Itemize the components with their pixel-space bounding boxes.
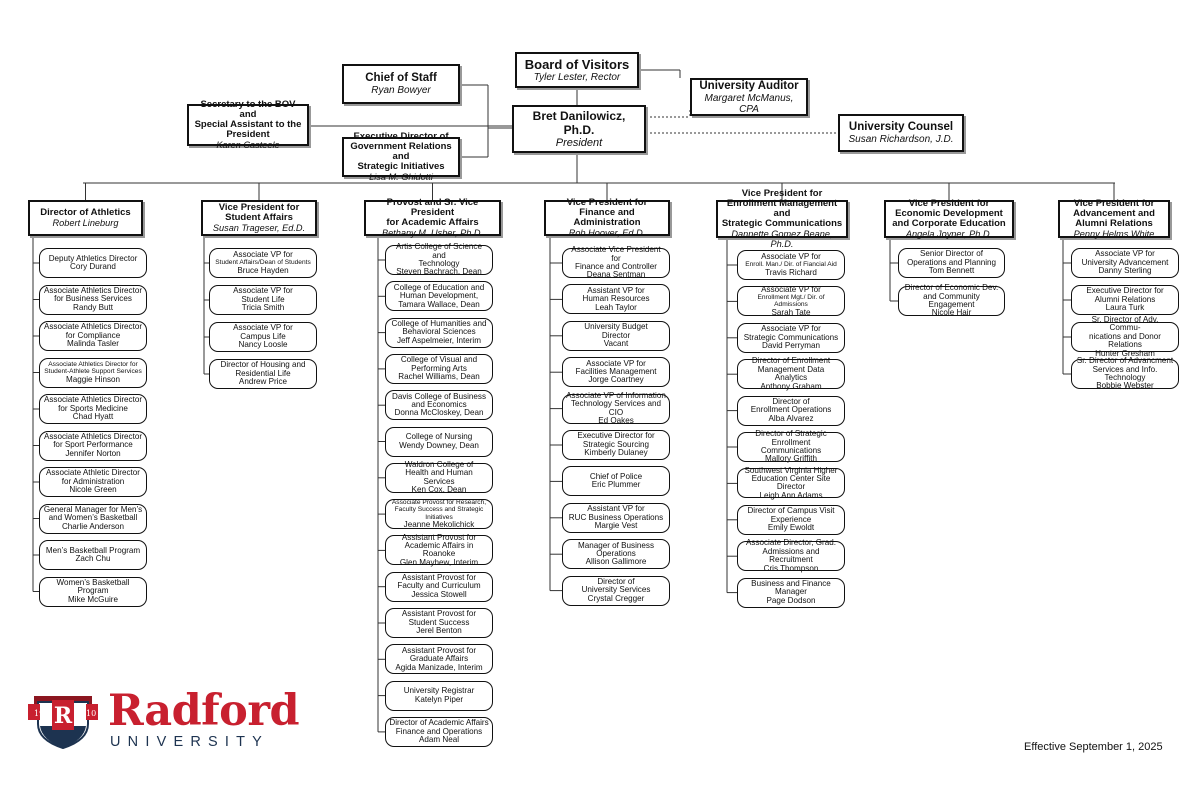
sub-unit-line: Senior Director of <box>920 249 983 259</box>
sub-unit-line: and Women’s Basketball <box>48 513 138 523</box>
dept-4-title: Enrollment Management and <box>726 198 838 219</box>
sub-unit-line: Southwest Virginia Higher <box>744 465 838 475</box>
sub-unit-box <box>385 499 493 529</box>
sub-unit-box <box>385 242 493 277</box>
sub-unit-line: Associate Vice President for <box>571 245 661 263</box>
sub-unit-line: Finance and Operations <box>395 726 483 736</box>
sub-unit-line: for Sports Medicine <box>58 403 128 413</box>
university-auditor <box>690 78 808 116</box>
sub-unit-line: Nicole Green <box>69 485 117 495</box>
president-title: Bret Danilowicz, Ph.D. <box>532 108 626 137</box>
sub-unit-box <box>737 429 845 464</box>
sub-unit-line: Enrollment Communications <box>760 437 822 455</box>
dept-3-title: Vice President for <box>566 197 648 208</box>
sub-unit-line: Residential Life <box>235 368 291 378</box>
sub-unit-line: Ed Oakes <box>598 416 634 425</box>
sub-unit-line: College of Visual and <box>400 355 478 365</box>
sub-unit-line: Tamara Wallace, Dean <box>398 299 480 309</box>
sub-unit-line: Tom Bennett <box>928 266 975 276</box>
sub-unit-line: Finance and Controller <box>575 262 657 271</box>
dept-6-title: Alumni Relations <box>1075 218 1153 229</box>
sub-unit-line: Associate VP for <box>761 324 821 334</box>
sub-unit-line: University Budget <box>584 322 648 332</box>
sub-unit-line: and Economics <box>411 399 467 409</box>
sub-unit-line: Health and Human Services <box>405 468 473 486</box>
sub-unit-line: for Sport Performance <box>53 440 133 450</box>
sub-unit-box <box>737 356 845 391</box>
sub-unit-line: nications and Donor Relations <box>1089 331 1161 350</box>
gov-relations-director <box>342 131 460 182</box>
sub-unit-box <box>39 358 147 388</box>
dept-2-name: Bethany M. Usher, Ph.D. <box>381 228 484 238</box>
board-of-visitors-name: Tyler Lester, Rector <box>533 72 621 83</box>
dept-5-title: Economic Development <box>895 208 1003 219</box>
university-counsel-name: Susan Richardson, J.D. <box>848 134 954 145</box>
sub-unit-box <box>562 321 670 351</box>
sub-unit-box <box>385 459 493 495</box>
sub-unit-line: Behavioral Sciences <box>402 327 476 337</box>
sub-unit-box <box>1071 356 1179 391</box>
sub-unit-line: Human Resources <box>582 294 650 304</box>
dept-1-name: Susan Trageser, Ed.D. <box>212 223 306 233</box>
sub-unit-box <box>898 283 1005 318</box>
sub-unit-line: Steven Bachrach, Dean <box>396 267 482 277</box>
sub-unit-box <box>385 390 493 420</box>
dept-5-title: and Corporate Education <box>892 218 1006 229</box>
svg-text:R: R <box>53 703 73 729</box>
sub-unit-line: Andrew Price <box>238 377 288 387</box>
dept-0 <box>28 200 143 236</box>
svg-text:10: 10 <box>86 709 97 718</box>
sub-unit-line: Travis Richard <box>765 267 817 277</box>
dept-4-title: Strategic Communications <box>721 218 843 229</box>
sub-unit-line: Strategic Communications <box>743 332 839 342</box>
gov-relations-director-title: Executive Director of <box>353 131 449 142</box>
sub-unit-box <box>39 467 147 497</box>
dept-6-name: Penny Helms White <box>1073 229 1155 239</box>
sub-unit-box <box>737 250 845 280</box>
university-counsel <box>838 114 964 152</box>
sub-unit-line: University Registrar <box>403 686 475 696</box>
sub-unit-line: RUC Business Operations <box>568 512 664 522</box>
board-of-visitors-title: Board of Visitors <box>524 57 630 72</box>
sub-unit-line: Facilities Management <box>575 366 657 376</box>
sub-unit-line: Operations <box>596 548 636 558</box>
sub-unit-line: Manager of Business <box>577 540 655 550</box>
sub-unit-line: Crystal Cregger <box>587 593 645 603</box>
sub-unit-line: Education Center Site Director <box>751 473 831 492</box>
sub-unit-line: Jeanne Mekolichick <box>403 520 475 529</box>
sub-unit-line: College of Humanities and <box>391 318 487 328</box>
sub-unit-line: Director <box>601 330 631 340</box>
secretary-bov-title: Special Assistant to the <box>194 119 302 130</box>
chief-of-staff <box>342 64 460 104</box>
sub-unit-line: Executive Director for <box>577 431 655 441</box>
sub-unit-line: Management Data Analytics <box>757 364 825 383</box>
sub-unit-line: Associate Athletics Director <box>43 322 143 332</box>
sub-unit-line: Technology <box>418 259 460 268</box>
sub-unit-line: Page Dodson <box>766 595 816 605</box>
sub-unit-line: Laura Turk <box>1105 303 1145 313</box>
sub-unit-line: Associate VP for <box>233 323 293 333</box>
sub-unit-box <box>385 354 493 384</box>
sub-unit-box <box>39 394 147 424</box>
sub-unit-line: Assistant Provost for <box>401 532 477 542</box>
sub-unit-line: Ken Cox, Dean <box>411 485 467 495</box>
sub-unit-line: for Compliance <box>65 330 121 340</box>
sub-unit-line: Davis College of Business <box>391 391 487 401</box>
secretary-bov-title: President <box>226 129 270 140</box>
sub-unit-line: Assistant Provost for <box>401 573 477 583</box>
gov-relations-director-title: Government Relations and <box>350 141 452 162</box>
sub-unit-box <box>737 286 845 316</box>
sub-unit-line: Jorge Coartney <box>588 375 644 385</box>
sub-unit-box <box>385 608 493 638</box>
gov-relations-director-name: Lisa M. Ghidotti <box>369 172 433 182</box>
sub-unit-line: for Business Services <box>54 294 132 304</box>
sub-unit-box <box>737 396 845 426</box>
dept-5 <box>884 200 1014 238</box>
logo-university: UNIVERSITY <box>110 734 270 750</box>
sub-unit-line: Cory Durand <box>70 262 116 271</box>
sub-unit-box <box>385 281 493 311</box>
dept-1-title: Vice President for <box>218 202 300 213</box>
sub-unit-line: Sr. Director of Adv. Commu- <box>1091 314 1159 333</box>
chief-of-staff-title: Chief of Staff <box>365 72 437 84</box>
sub-unit-line: Men’s Basketball Program <box>45 545 141 555</box>
sub-unit-box <box>385 717 493 747</box>
president <box>512 105 646 153</box>
radford-logo <box>28 686 300 755</box>
logo-wordmark: Radford <box>108 686 300 736</box>
sub-unit-box <box>737 578 845 608</box>
sub-unit-box <box>562 430 670 460</box>
sub-unit-box <box>385 318 493 348</box>
sub-unit-line: Nicole Hair <box>931 308 972 318</box>
sub-unit-line: Jeff Aspelmeier, Interim <box>397 335 481 345</box>
sub-unit-line: Associate VP for <box>233 249 293 259</box>
university-auditor-name: Margaret McManus, CPA <box>704 92 794 115</box>
sub-unit-box <box>1071 314 1179 358</box>
sub-unit-line: Bruce Hayden <box>237 265 289 275</box>
sub-unit-line: Manager <box>775 587 807 597</box>
dept-1 <box>201 200 317 236</box>
sub-unit-box <box>562 539 670 569</box>
sub-unit-line: Jennifer Norton <box>65 448 121 458</box>
sub-unit-box <box>562 576 670 606</box>
dept-6 <box>1058 200 1170 238</box>
sub-unit-line: Margie Vest <box>594 521 638 530</box>
sub-unit-line: University Advancement <box>1081 257 1169 267</box>
dept-4-name: Dannette Gomez Beane, Ph.D. <box>731 229 833 249</box>
sub-unit-line: Enrollment Mgt./ Dir. of Admissions <box>757 293 825 309</box>
dept-3-title: Finance and Administration <box>573 207 641 228</box>
sub-unit-line: Zach Chu <box>75 554 111 563</box>
university-counsel-title: University Counsel <box>848 121 954 133</box>
sub-unit-line: Program <box>77 586 109 596</box>
sub-unit-line: Director of <box>772 396 810 406</box>
sub-unit-line: Mallory Griffith <box>764 454 818 464</box>
sub-unit-line: Experience <box>770 514 812 524</box>
sub-unit-line: Associate VP for <box>233 286 293 296</box>
sub-unit-line: Associate Athletics Director <box>43 285 143 295</box>
dept-1-title: Student Affairs <box>225 212 293 223</box>
sub-unit-line: Randy Butt <box>72 302 114 312</box>
dept-3-name: Rob Hoover, Ed.D. <box>568 228 646 238</box>
sub-unit-line: Campus Life <box>240 331 286 341</box>
sub-unit-box <box>562 245 670 280</box>
secretary-bov <box>187 99 309 150</box>
sub-unit-box <box>562 284 670 314</box>
sub-unit-line: Faculty and Curriculum <box>397 581 481 591</box>
dept-5-title: Vice President for <box>908 198 990 209</box>
sub-unit-line: Assistant Provost for <box>401 645 477 655</box>
sub-unit-box <box>737 465 845 500</box>
sub-unit-line: Rachel Williams, Dean <box>398 372 480 382</box>
sub-unit-box <box>39 285 147 315</box>
university-auditor-title: University Auditor <box>699 79 799 92</box>
sub-unit-line: Bobbie Webster <box>1096 381 1154 391</box>
sub-unit-line: Associate VP for <box>586 358 646 368</box>
sub-unit-line: Danny Sterling <box>1098 266 1152 276</box>
dept-0-title: Director of Athletics <box>40 207 131 218</box>
sub-unit-line: Associate VP for <box>761 284 821 294</box>
sub-unit-line: Director of Housing and <box>220 360 306 370</box>
sub-unit-line: Faculty Success and Strategic Initiatives <box>394 506 484 521</box>
sub-unit-line: Director of <box>597 576 635 586</box>
sub-unit-box <box>39 540 147 570</box>
sub-unit-line: Allison Gallimore <box>585 557 647 567</box>
chief-of-staff-name: Ryan Bowyer <box>371 85 431 96</box>
sub-unit-line: Alumni Relations <box>1094 294 1156 304</box>
svg-text:19: 19 <box>34 709 45 718</box>
dept-6-title: Advancement and <box>1073 208 1155 219</box>
gov-relations-director-title: Strategic Initiatives <box>357 161 445 172</box>
dept-0-name: Robert Lineburg <box>52 218 119 228</box>
sub-unit-line: Director of Enrollment <box>751 356 831 366</box>
sub-unit-line: Nancy Loosle <box>238 340 288 350</box>
dept-2-title: Provost and Sr. Vice President <box>386 197 479 218</box>
board-of-visitors <box>515 52 639 88</box>
dept-4-title: Vice President for <box>741 188 823 199</box>
sub-unit-line: Kimberly Dulaney <box>584 448 648 458</box>
effective-date: Effective September 1, 2025 <box>1024 741 1163 753</box>
dept-2 <box>364 197 501 238</box>
sub-unit-line: Hunter Gresham <box>1095 348 1155 358</box>
sub-unit-line: Deputy Athletics Director <box>48 253 138 263</box>
sub-unit-line: Agida Manizade, Interim <box>395 662 483 672</box>
sub-unit-line: Vacant <box>603 339 629 348</box>
sub-unit-line: Sr. Director of Advancment <box>1076 356 1174 366</box>
sub-unit-box <box>898 248 1005 278</box>
sub-unit-line: Katelyn Piper <box>414 694 464 704</box>
sub-unit-box <box>1071 285 1179 315</box>
sub-unit-line: Strategic Sourcing <box>582 439 650 449</box>
sub-unit-line: Associate Provost for Research, <box>391 498 487 506</box>
sub-unit-line: Chief of Police <box>589 471 643 481</box>
sub-unit-line: Performing Arts <box>411 363 467 373</box>
sub-unit-line: Waldron College of <box>404 459 474 469</box>
sub-unit-line: Assistant VP for <box>587 504 645 514</box>
sub-unit-line: Business and Finance <box>751 578 831 588</box>
sub-unit-line: David Perryman <box>761 341 821 350</box>
sub-unit-line: Associate Athletics Director for <box>48 360 138 368</box>
sub-unit-line: Mike McGuire <box>68 594 118 604</box>
sub-unit-line: and Community Engagement <box>923 291 980 309</box>
president-name: President <box>555 136 603 149</box>
sub-unit-line: Assistant Provost for <box>401 609 477 619</box>
sub-unit-line: University Services <box>581 585 651 595</box>
sub-unit-line: Associate Athletic Director <box>45 468 140 478</box>
sub-unit-box <box>562 390 670 425</box>
sub-unit-line: Jerel Benton <box>416 626 462 636</box>
dept-2-title: for Academic Affairs <box>386 217 479 228</box>
sub-unit-box <box>562 503 670 533</box>
sub-unit-line: Executive Director for <box>1086 286 1164 296</box>
sub-unit-line: Deana Sentman <box>586 270 646 280</box>
sub-unit-line: Adam Neal <box>418 735 460 745</box>
sub-unit-line: Donna McCloskey, Dean <box>394 408 484 418</box>
sub-unit-box <box>737 323 845 353</box>
sub-unit-line: Student Affairs/Dean of Students <box>215 259 311 267</box>
sub-unit-line: Admissions and Recruitment <box>762 546 820 565</box>
sub-unit-line: Associate VP for <box>1095 249 1155 259</box>
dept-3 <box>544 197 670 238</box>
sub-unit-box <box>39 577 147 607</box>
sub-unit-box <box>385 427 493 457</box>
sub-unit-line: Director of Campus Visit <box>747 506 835 516</box>
university-seal-icon <box>28 690 98 752</box>
sub-unit-box <box>385 644 493 674</box>
dept-4 <box>716 188 848 249</box>
sub-unit-line: Jessica Stowell <box>411 589 467 599</box>
sub-unit-line: Enrollment Operations <box>750 405 832 415</box>
sub-unit-box <box>39 504 147 534</box>
sub-unit-line: General Manager for Men’s <box>43 504 143 514</box>
sub-unit-box <box>209 322 317 352</box>
sub-unit-line: Maggie Hinson <box>66 374 120 384</box>
sub-unit-line: Sarah Tate <box>771 307 811 317</box>
dept-6-title: Vice President for <box>1073 198 1155 209</box>
sub-unit-box <box>385 532 493 567</box>
sub-unit-line: Human Development, <box>399 291 479 301</box>
sub-unit-box <box>39 248 147 278</box>
sub-unit-line: Director of Academic Affairs <box>389 718 489 728</box>
sub-unit-line: Charlie Anderson <box>61 521 125 531</box>
sub-unit-line: Director of Economic Dev. <box>904 283 999 293</box>
dept-5-name: Angela Joyner, Ph.D. <box>905 229 993 239</box>
sub-unit-box <box>39 321 147 351</box>
sub-unit-line: Tricia Smith <box>241 303 285 313</box>
sub-unit-line: Technology Services and CIO <box>571 399 661 417</box>
sub-unit-line: Eric Plummer <box>591 480 641 490</box>
sub-unit-line: Assistant VP for <box>587 285 645 295</box>
secretary-bov-name: Karen Casteele <box>216 140 280 150</box>
sub-unit-line: Leah Taylor <box>595 302 637 312</box>
sub-unit-line: College of Nursing <box>405 432 473 442</box>
sub-unit-box <box>209 248 317 278</box>
sub-unit-line: Services and Info. Technology <box>1092 364 1158 382</box>
sub-unit-line: Artis College of Science and <box>396 242 482 260</box>
secretary-bov-title: Secretary to the BOV and <box>200 99 296 120</box>
sub-unit-line: Wendy Downey, Dean <box>399 440 479 450</box>
sub-unit-line: Student-Athlete Support Services <box>44 368 142 376</box>
sub-unit-line: Emily Ewoldt <box>767 523 815 532</box>
sub-unit-line: Associate Director, Grad. <box>746 538 836 548</box>
sub-unit-box <box>385 681 493 711</box>
sub-unit-line: Student Success <box>408 617 470 627</box>
sub-unit-line: Anthony Graham <box>760 381 822 391</box>
sub-unit-box <box>39 431 147 461</box>
sub-unit-line: Student Life <box>241 294 285 304</box>
sub-unit-box <box>562 357 670 387</box>
sub-unit-line: Women’s Basketball <box>56 577 130 587</box>
sub-unit-line: Enroll. Man./ Dir. of Fiancial Aid <box>745 261 837 269</box>
sub-unit-line: Alba Alvarez <box>768 413 814 423</box>
sub-unit-line: Leigh Ann Adams <box>759 490 823 500</box>
sub-unit-box <box>385 572 493 602</box>
sub-unit-box <box>737 505 845 535</box>
sub-unit-line: Graduate Affairs <box>409 654 469 664</box>
sub-unit-box <box>209 285 317 315</box>
sub-unit-line: Director of Strategic <box>755 429 827 439</box>
sub-unit-line: College of Education and <box>393 282 485 292</box>
sub-unit-line: Associate VP for <box>761 251 821 261</box>
sub-unit-line: Operations and Planning <box>906 257 997 267</box>
sub-unit-box <box>737 538 845 573</box>
sub-unit-line: Associate Athletics Director <box>43 395 143 405</box>
sub-unit-line: Associate Athletics Director <box>43 431 143 441</box>
sub-unit-line: for Administration <box>61 476 125 486</box>
sub-unit-box <box>209 359 317 389</box>
sub-unit-line: Associate VP of Information <box>566 390 666 400</box>
sub-unit-line: Glen Mayhew, Interim <box>399 557 479 567</box>
sub-unit-box <box>1071 248 1179 278</box>
sub-unit-line: Academic Affairs in Roanoke <box>404 540 474 559</box>
sub-unit-line: Chad Hyatt <box>72 412 114 422</box>
sub-unit-line: Cris Thompson <box>763 563 819 573</box>
sub-unit-box <box>562 466 670 496</box>
sub-unit-line: Malinda Tasler <box>66 339 120 349</box>
